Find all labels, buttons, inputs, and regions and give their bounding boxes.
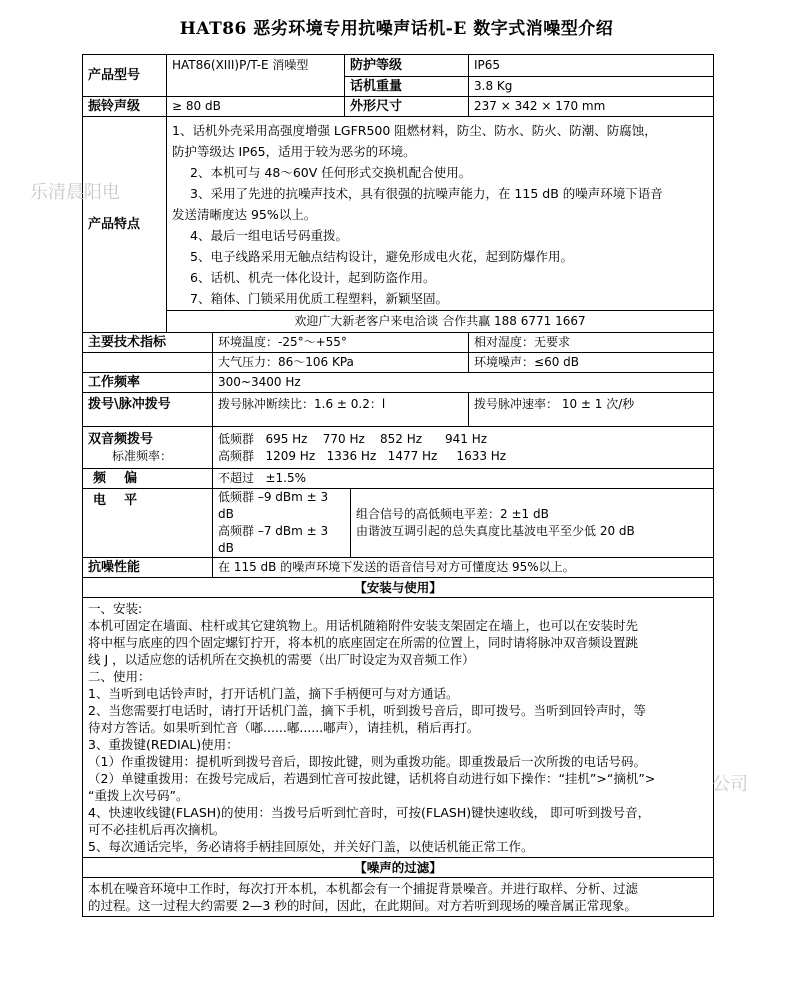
install-line: （2）单键重拨用：在拨号完成后，若遇到忙音可按此键，话机将自动进行如下操作：“挂机”>“摘机”>: [88, 771, 656, 786]
anti-noise-label: 抗噪性能: [83, 558, 213, 578]
pressure: 大气压力：86～106 KPa: [213, 353, 469, 373]
install-line: 1、当听到电话铃声时，打开话机门盖，摘下手柄便可与对方通话。: [88, 686, 459, 701]
noise-line: 的过程。这一过程大约需要 2—3 秒的时间，因此，在此期间。对方若听到现场的噪音属正常现象。: [88, 898, 637, 913]
dtmf-label: 双音频拨号: [88, 431, 154, 447]
feature-line: 2、本机可与 48～60V 任何形式交换机配合使用。: [190, 165, 472, 180]
env-noise: 环境噪声：≤60 dB: [469, 353, 714, 373]
noise-line: 本机在噪音环境中工作时，每次打开本机，本机都会有一个捕捉背景噪音。并进行取样、分析、过滤: [88, 881, 639, 896]
welcome-line: 欢迎广大新老客户来电洽谈 合作共赢 188 6771 1667: [167, 311, 714, 333]
feature-line: 1、话机外壳采用高强度增强 LGFR500 阻燃材料，防尘、防水、防火、防潮、防腐蚀，: [172, 123, 657, 138]
protection-label: 防护等级: [345, 55, 469, 77]
level-diff: 组合信号的高低频电平差：2 ±1 dB: [356, 507, 549, 521]
model-value: HAT86(XIII)P/T-E 消噪型: [167, 55, 345, 97]
feature-line: 防护等级达 IP65，适用于较为恶劣的环境。: [172, 144, 416, 159]
level-dist: 由谐波互调引起的总失真度比基波电平至少低 20 dB: [356, 524, 635, 538]
install-line: 将中框与底座的四个固定螺钉拧开，将本机的底座固定在所需的位置上，同时请将脉冲双音频设置跳: [88, 635, 639, 650]
install-body: [83, 598, 714, 858]
model-label: 产品型号: [83, 55, 167, 97]
feature-line: 7、箱体、门锁采用优质工程塑料，新颖坚固。: [190, 291, 448, 306]
noise-heading: 【噪声的过滤】: [83, 858, 714, 878]
feature-line: 4、最后一组电话号码重拨。: [190, 228, 348, 243]
tech-label: 主要技术指标: [83, 333, 213, 353]
high-group: 高频群 1209 Hz 1336 Hz 1477 Hz 1633 Hz: [218, 448, 507, 463]
ring-value: ≥ 80 dB: [167, 97, 345, 117]
level-label: 电 平: [83, 489, 213, 558]
weight-label: 话机重量: [345, 77, 469, 97]
ring-label: 振铃声级: [83, 97, 167, 117]
low-group: 低频群 695 Hz 770 Hz 852 Hz 941 Hz: [218, 431, 488, 446]
level-high: 高频群 –7 dBm ± 3 dB: [218, 524, 329, 555]
features-label: 产品特点: [83, 117, 167, 333]
install-line: 待对方答话。如果听到忙音（嘟......嘟......嘟声），请挂机，稍后再打。: [88, 720, 480, 735]
watermark-right: 公司: [712, 774, 748, 795]
protection-value: IP65: [469, 55, 714, 77]
feature-line: 发送清晰度达 95%以上。: [172, 207, 317, 222]
feature-line: 3、采用了先进的抗噪声技术，具有很强的抗噪声能力，在 115 dB 的噪声环境下语音: [190, 186, 663, 201]
env-temp: 环境温度：-25°～+55°: [213, 333, 469, 353]
install-line: （1）作重拨键用：提机听到拨号音后，即按此键，则为重拨功能。即重拨最后一次所拨的电话号码。: [88, 754, 646, 769]
freq-label: 工作频率: [83, 373, 213, 393]
noise-body: [83, 878, 714, 917]
deviation-label: 频 偏: [83, 469, 213, 489]
feature-line: 6、话机、机壳一体化设计，起到防盗作用。: [190, 270, 436, 285]
install-line: 可不必挂机后再次摘机。: [88, 822, 226, 837]
dial-rate: 拨号脉冲速率： 10 ± 1 次/秒: [469, 393, 714, 427]
size-value: 237 × 342 × 170 mm: [469, 97, 714, 117]
anti-noise-value: 在 115 dB 的噪声环境下发送的语音信号对方可懂度达 95%以上。: [213, 558, 714, 578]
install-line: “重拨上次号码”。: [88, 788, 189, 803]
install-line: 4、快速收线键(FLASH)的使用：当拨号后听到忙音时，可按(FLASH)键快速收线， 即可听到拨号音，: [88, 805, 651, 820]
feature-line: 5、电子线路采用无触点结构设计，避免形成电火花，起到防爆作用。: [190, 249, 573, 264]
weight-value: 3.8 Kg: [469, 77, 714, 97]
dial-label: 拨号\脉冲拨号: [83, 393, 213, 427]
deviation-value: 不超过 ±1.5%: [213, 469, 714, 489]
install-line: 5、每次通话完毕，务必请将手柄挂回原处，并关好门盖，以使话机能正常工作。: [88, 839, 534, 854]
size-label: 外形尺寸: [345, 97, 469, 117]
install-line: 线 J ，以适应您的话机所在交换机的需要（出厂时设定为双音频工作）: [88, 652, 475, 667]
install-line: 一、安装:: [88, 601, 143, 616]
level-low: 低频群 –9 dBm ± 3 dB: [218, 490, 329, 521]
freq-value: 300~3400 Hz: [213, 373, 714, 393]
install-line: 2、当您需要打电话时，请打开话机门盖，摘下手机，听到拨号音后，即可拨号。当听到回铃声时，等: [88, 703, 646, 718]
spec-table: [82, 54, 714, 917]
install-heading: 【安装与使用】: [83, 578, 714, 598]
install-line: 二、使用：: [88, 669, 151, 684]
install-line: 3、重拨键(REDIAL)使用：: [88, 737, 239, 752]
dial-ratio: 拨号脉冲断续比：1.6 ± 0.2：l: [213, 393, 469, 427]
features-list: [167, 117, 714, 311]
humidity: 相对湿度：无要求: [469, 333, 714, 353]
watermark-left: 乐清晨阳电: [30, 182, 120, 203]
dtmf-sub: 标准频率：: [112, 448, 173, 463]
page-title: HAT86 恶劣环境专用抗噪声话机-E 数字式消噪型介绍: [179, 19, 614, 39]
install-line: 本机可固定在墙面、柱杆或其它建筑物上。用话机随箱附件安装支架固定在墙上，也可以在安装时先: [88, 618, 639, 633]
